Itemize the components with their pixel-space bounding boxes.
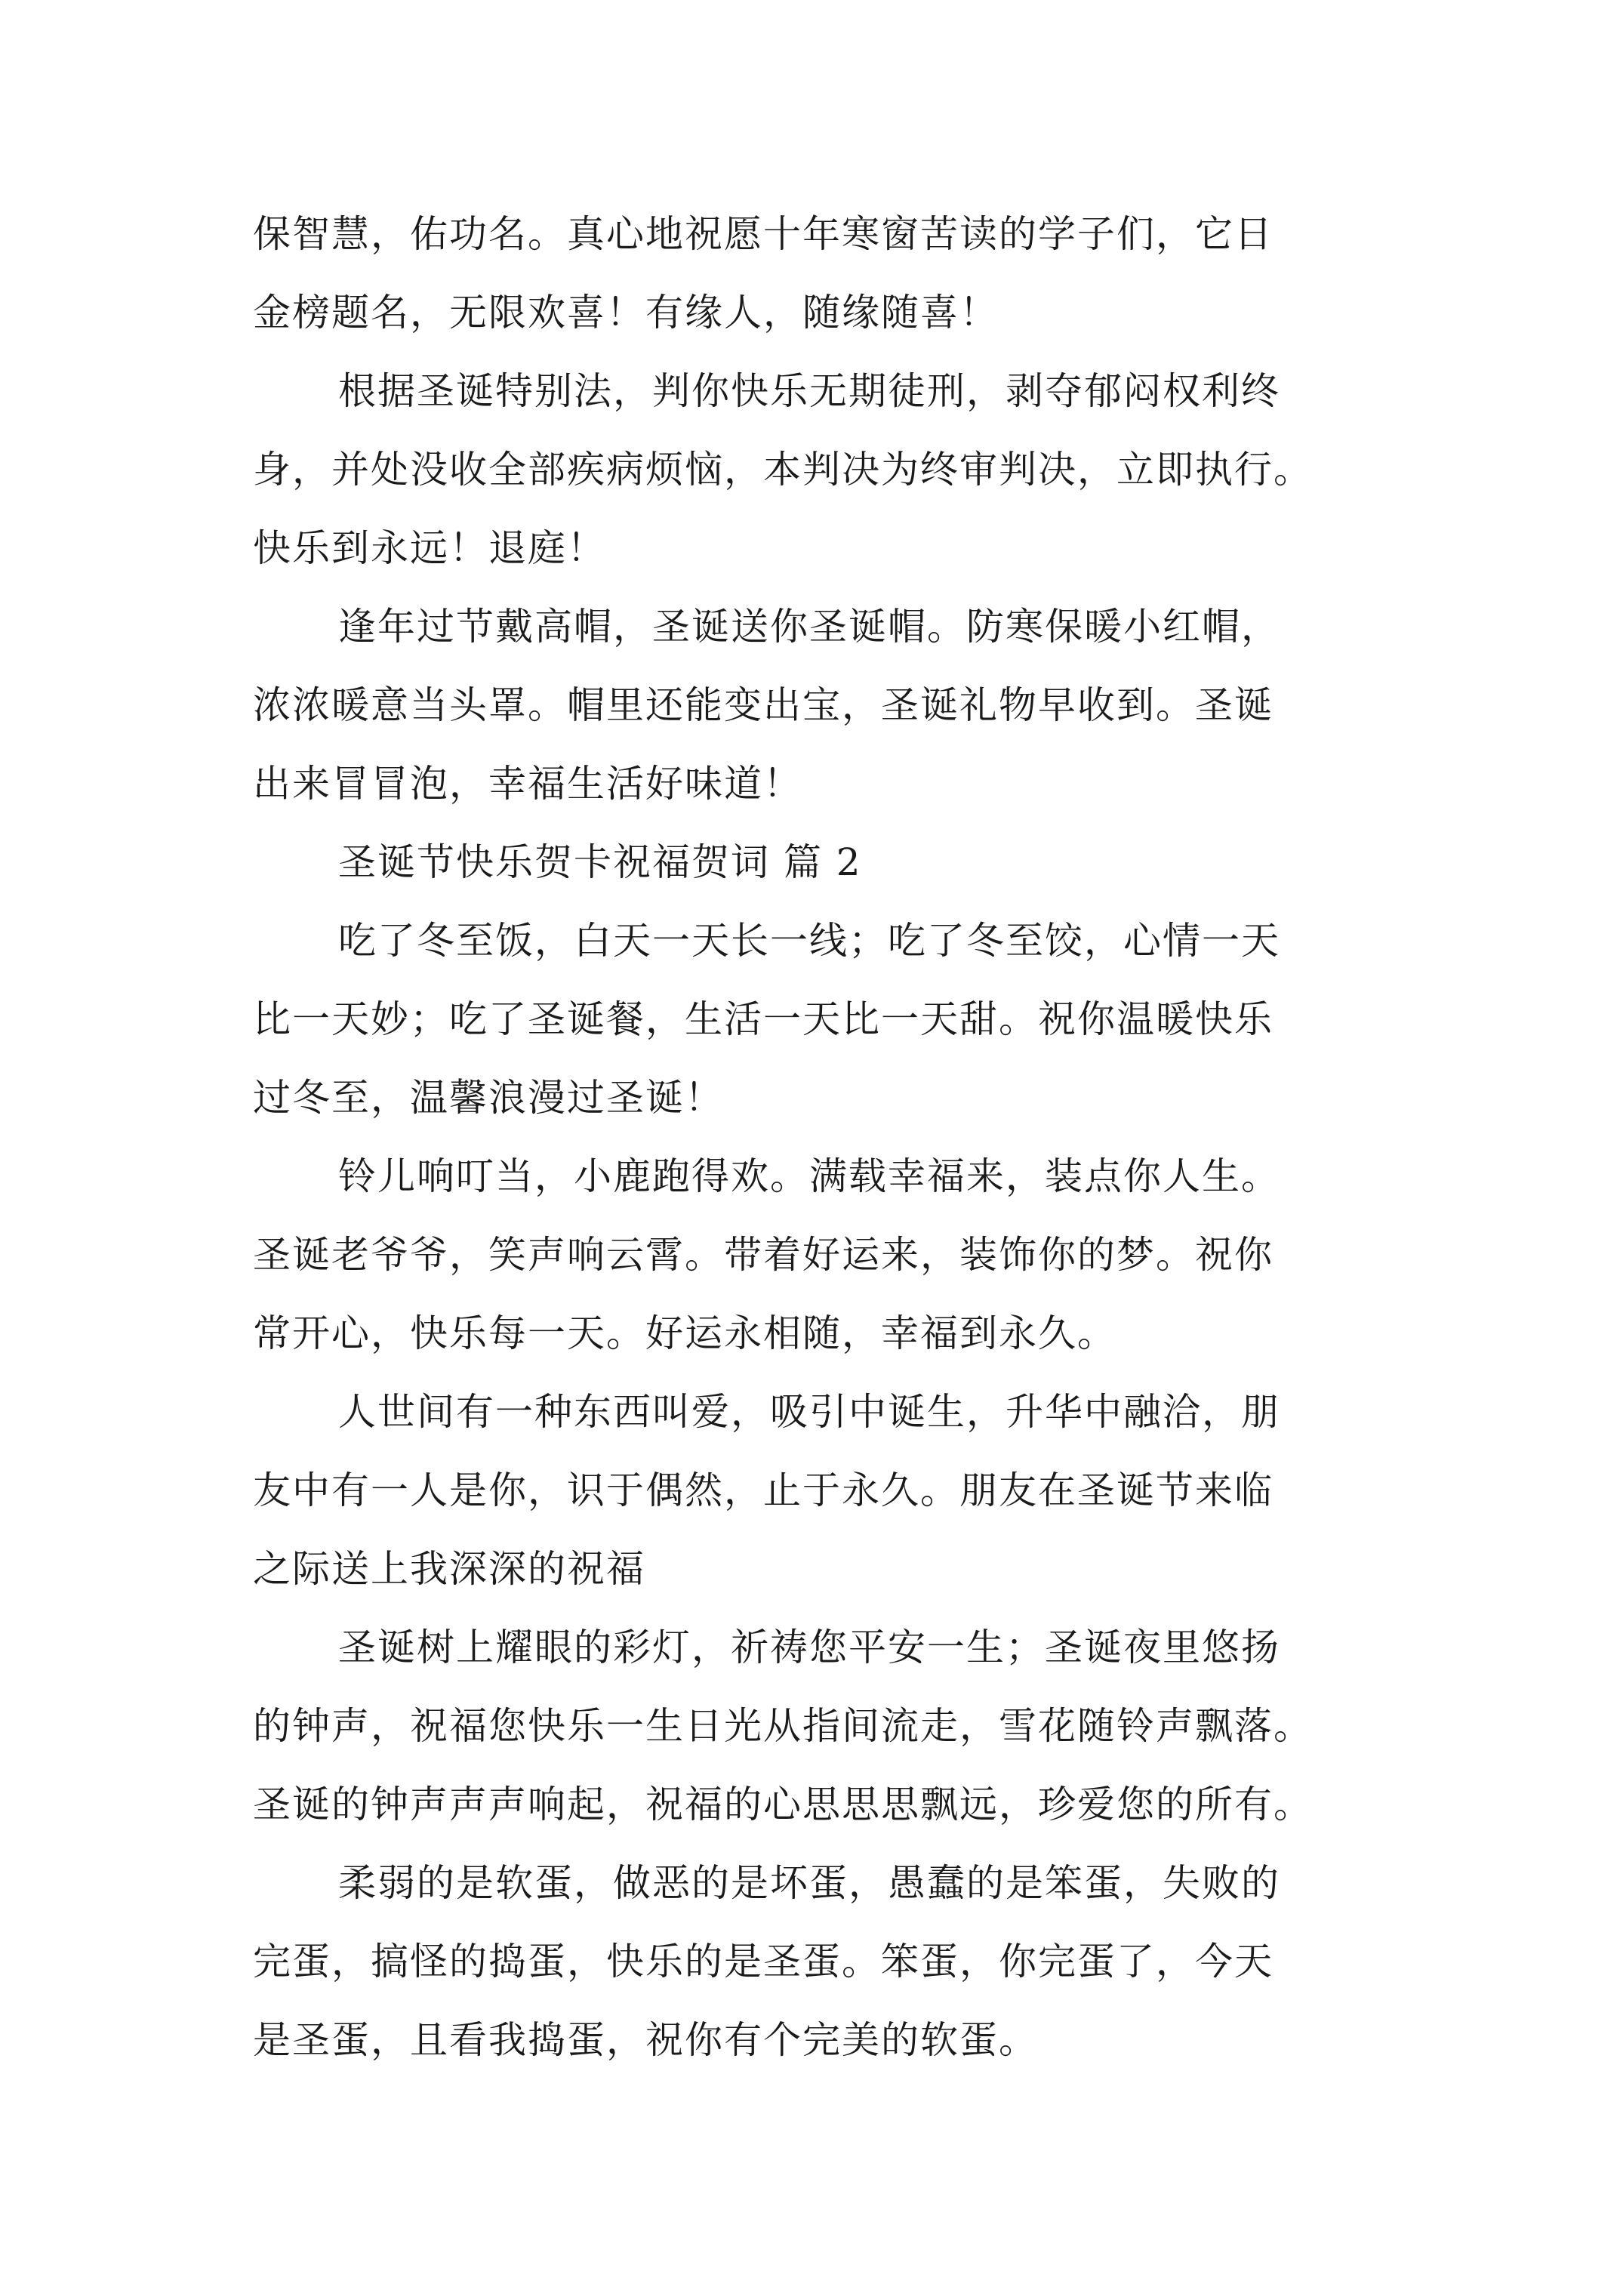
text-line: 保智慧，佑功名。真心地祝愿十年寒窗苦读的学子们，它日 (253, 212, 1273, 256)
paragraph-start-line: 柔弱的是软蛋，做恶的是坏蛋，愚蠢的是笨蛋，失败的 (338, 1861, 1280, 1905)
text-line: 过冬至，温馨浪漫过圣诞！ (253, 1076, 724, 1120)
paragraph-start-line: 圣诞树上耀眼的彩灯，祈祷您平安一生；圣诞夜里悠扬 (338, 1626, 1280, 1669)
paragraph-start-line: 铃儿响叮当，小鹿跑得欢。满载幸福来，装点你人生。 (338, 1154, 1280, 1198)
text-line: 圣诞的钟声声声响起，祝福的心思思思飘远，珍爱您的所有。 (253, 1783, 1313, 1826)
document-body (253, 195, 1431, 2079)
paragraph-start-line: 吃了冬至饭，白天一天长一线；吃了冬至饺，心情一天 (338, 919, 1280, 963)
text-line: 快乐到永远！退庭！ (253, 526, 606, 570)
paragraph-start-line: 人世间有一种东西叫爱，吸引中诞生，升华中融洽，朋 (338, 1390, 1280, 1434)
text-line: 出来冒冒泡，幸福生活好味道！ (253, 762, 802, 806)
text-line: 的钟声，祝福您快乐一生日光从指间流走，雪花随铃声飘落。 (253, 1704, 1313, 1748)
text-line: 金榜题名，无限欢喜！有缘人，随缘随喜！ (253, 291, 999, 334)
text-line: 是圣蛋，且看我捣蛋，祝你有个完美的软蛋。 (253, 2018, 1038, 2062)
text-line: 友中有一人是你，识于偶然，止于永久。朋友在圣诞节来临 (253, 1469, 1273, 1512)
text-line: 身，并处没收全部疾病烦恼，本判决为终审判决，立即执行。 (253, 448, 1313, 492)
paragraph-start-line: 逢年过节戴高帽，圣诞送你圣诞帽。防寒保暖小红帽， (338, 605, 1280, 649)
paragraph-start-line: 根据圣诞特别法，判你快乐无期徒刑，剥夺郁闷权利终 (338, 369, 1280, 413)
text-line: 之际送上我深深的祝福 (253, 1547, 645, 1591)
text-line: 比一天妙；吃了圣诞餐，生活一天比一天甜。祝你温暖快乐 (253, 997, 1273, 1041)
section-heading: 圣诞节快乐贺卡祝福贺词 篇 2 (338, 840, 862, 884)
text-line: 常开心，快乐每一天。好运永相随，幸福到永久。 (253, 1311, 1116, 1355)
text-line: 浓浓暖意当头罩。帽里还能变出宝，圣诞礼物早收到。圣诞 (253, 683, 1273, 727)
text-line: 圣诞老爷爷，笑声响云霄。带着好运来，装饰你的梦。祝你 (253, 1233, 1273, 1277)
text-line: 完蛋，搞怪的捣蛋，快乐的是圣蛋。笨蛋，你完蛋了，今天 (253, 1940, 1273, 1983)
